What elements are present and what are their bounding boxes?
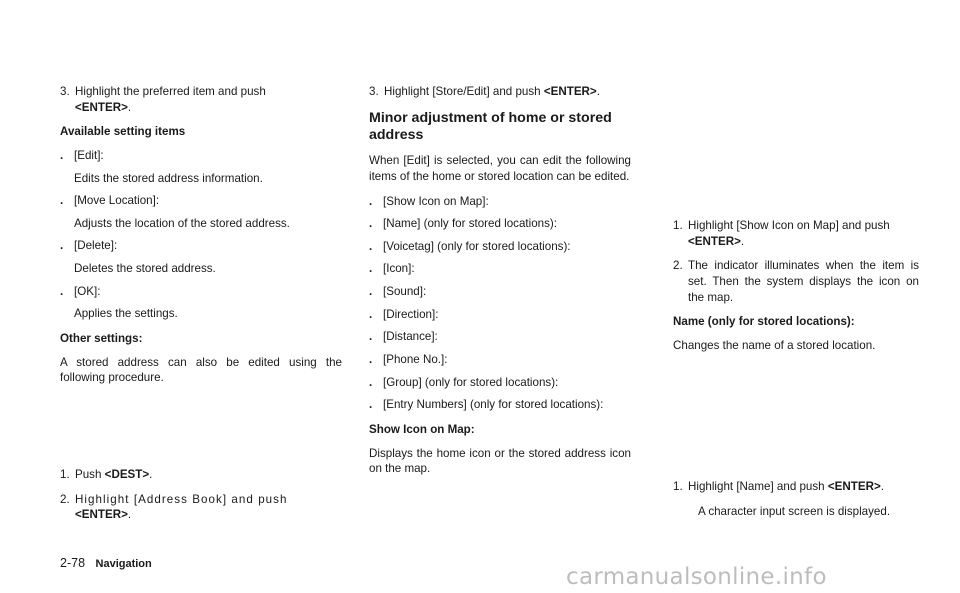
bullet-icon: . <box>369 375 373 389</box>
bullet-icon: . <box>60 194 64 208</box>
bullet-icon: . <box>60 284 64 298</box>
step-text: Highlight the preferred item and push <box>75 85 266 98</box>
item-label: [Sound]: <box>383 285 427 299</box>
other-settings-text: A stored address can also be edited using the following procedure. <box>60 355 342 385</box>
step-text: Push <box>75 468 102 481</box>
step-result-text: A character input screen is displayed. <box>698 504 891 518</box>
step-text: The indicator illuminates when the item is set. Then the system displays the icon on the map. <box>688 259 919 304</box>
item-label: [Name] (only for stored locations): <box>383 217 557 231</box>
period: . <box>596 85 600 98</box>
item-description: Deletes the stored address. <box>74 262 216 276</box>
step-text: Highlight [Address Book] and push <box>75 492 288 506</box>
other-settings-heading: Other settings: <box>60 332 143 346</box>
enter-key-label: <ENTER> <box>688 234 741 248</box>
bullet-icon: . <box>369 194 373 208</box>
watermark-text: carmanualsonline.info <box>566 564 827 590</box>
step-3 <box>60 84 342 115</box>
list-item <box>369 307 631 323</box>
name-text: Changes the name of a stored location. <box>673 338 876 352</box>
list-item <box>60 148 342 186</box>
list-item <box>369 329 631 345</box>
period: . <box>127 508 132 522</box>
step-number: 3. <box>60 85 70 98</box>
step-1 <box>673 479 919 519</box>
item-label: [Direction]: <box>383 307 439 321</box>
enter-key-label: <ENTER> <box>543 85 597 98</box>
procedure-block-bottom <box>60 467 342 532</box>
bullet-icon: . <box>60 148 64 162</box>
enter-key-label: <ENTER> <box>827 480 881 493</box>
list-item <box>369 284 631 300</box>
item-label: [Group] (only for stored locations): <box>383 375 559 389</box>
editable-items-list <box>369 194 631 413</box>
list-item <box>369 352 631 368</box>
bullet-icon: . <box>369 239 373 253</box>
period: . <box>880 480 884 493</box>
page-footer <box>60 555 152 572</box>
available-setting-items-heading: Available setting items <box>60 125 186 139</box>
enter-key-label: <ENTER> <box>75 508 128 522</box>
step-number: 1. <box>60 468 70 481</box>
dest-key-label: <DEST> <box>104 468 150 481</box>
period: . <box>149 468 153 481</box>
item-label: [OK]: <box>74 284 101 298</box>
item-description: Edits the stored address information. <box>74 171 263 185</box>
item-label: [Phone No.]: <box>383 353 448 367</box>
item-label: [Voicetag] (only for stored locations): <box>383 239 571 253</box>
bullet-icon: . <box>369 307 373 321</box>
bullet-icon: . <box>60 239 64 253</box>
list-item <box>369 375 631 391</box>
section-title: Navigation <box>95 558 152 570</box>
period: . <box>740 234 745 248</box>
step-2 <box>60 492 342 523</box>
step-3 <box>369 84 631 100</box>
enter-key-label: <ENTER> <box>75 100 128 114</box>
step-1 <box>60 467 342 483</box>
show-icon-procedure <box>673 218 919 362</box>
item-label: [Edit]: <box>74 148 104 162</box>
list-item <box>369 261 631 277</box>
setting-items-list <box>60 148 342 322</box>
bullet-icon: . <box>369 353 373 367</box>
item-label: [Icon]: <box>383 262 415 276</box>
item-label: [Distance]: <box>383 330 438 344</box>
step-text: Highlight [Show Icon on Map] and push <box>688 219 890 232</box>
show-icon-text: Displays the home icon or the stored address icon on the map. <box>369 446 631 476</box>
list-item <box>60 238 342 276</box>
item-label: [Entry Numbers] (only for stored locations): <box>383 398 604 412</box>
step-text: Highlight [Store/Edit] and push <box>384 85 541 98</box>
name-heading: Name (only for stored locations): <box>673 315 855 329</box>
section-heading: Minor adjustment of home or stored address <box>369 109 612 143</box>
list-item <box>60 284 342 322</box>
procedure-block-top <box>60 84 342 395</box>
section-intro: When [Edit] is selected, you can edit the following items of the home or stored location can be edited. <box>369 154 631 183</box>
step-text: Highlight [Name] and push <box>688 480 825 493</box>
column-middle <box>369 84 631 486</box>
bullet-icon: . <box>369 217 373 231</box>
bullet-icon: . <box>369 262 373 276</box>
step-number: 1. <box>673 480 683 493</box>
item-description: Adjusts the location of the stored address. <box>74 216 290 230</box>
item-label: [Show Icon on Map]: <box>383 194 489 208</box>
bullet-icon: . <box>369 285 373 299</box>
list-item <box>369 397 631 413</box>
item-description: Applies the settings. <box>74 307 178 321</box>
item-label: [Move Location]: <box>74 194 160 208</box>
bullet-icon: . <box>369 398 373 412</box>
list-item <box>369 194 631 210</box>
step-number: 2. <box>60 492 70 506</box>
step-number: 1. <box>673 219 683 232</box>
step-2 <box>673 258 919 305</box>
step-1 <box>673 218 919 249</box>
bullet-icon: . <box>369 330 373 344</box>
period: . <box>127 100 132 114</box>
list-item <box>369 239 631 255</box>
step-number: 3. <box>369 85 379 98</box>
list-item <box>369 216 631 232</box>
show-icon-heading: Show Icon on Map: <box>369 422 475 436</box>
name-procedure <box>673 479 919 528</box>
list-item <box>60 193 342 231</box>
item-label: [Delete]: <box>74 239 118 253</box>
page-number: 2-78 <box>60 556 86 570</box>
step-number: 2. <box>673 259 683 273</box>
